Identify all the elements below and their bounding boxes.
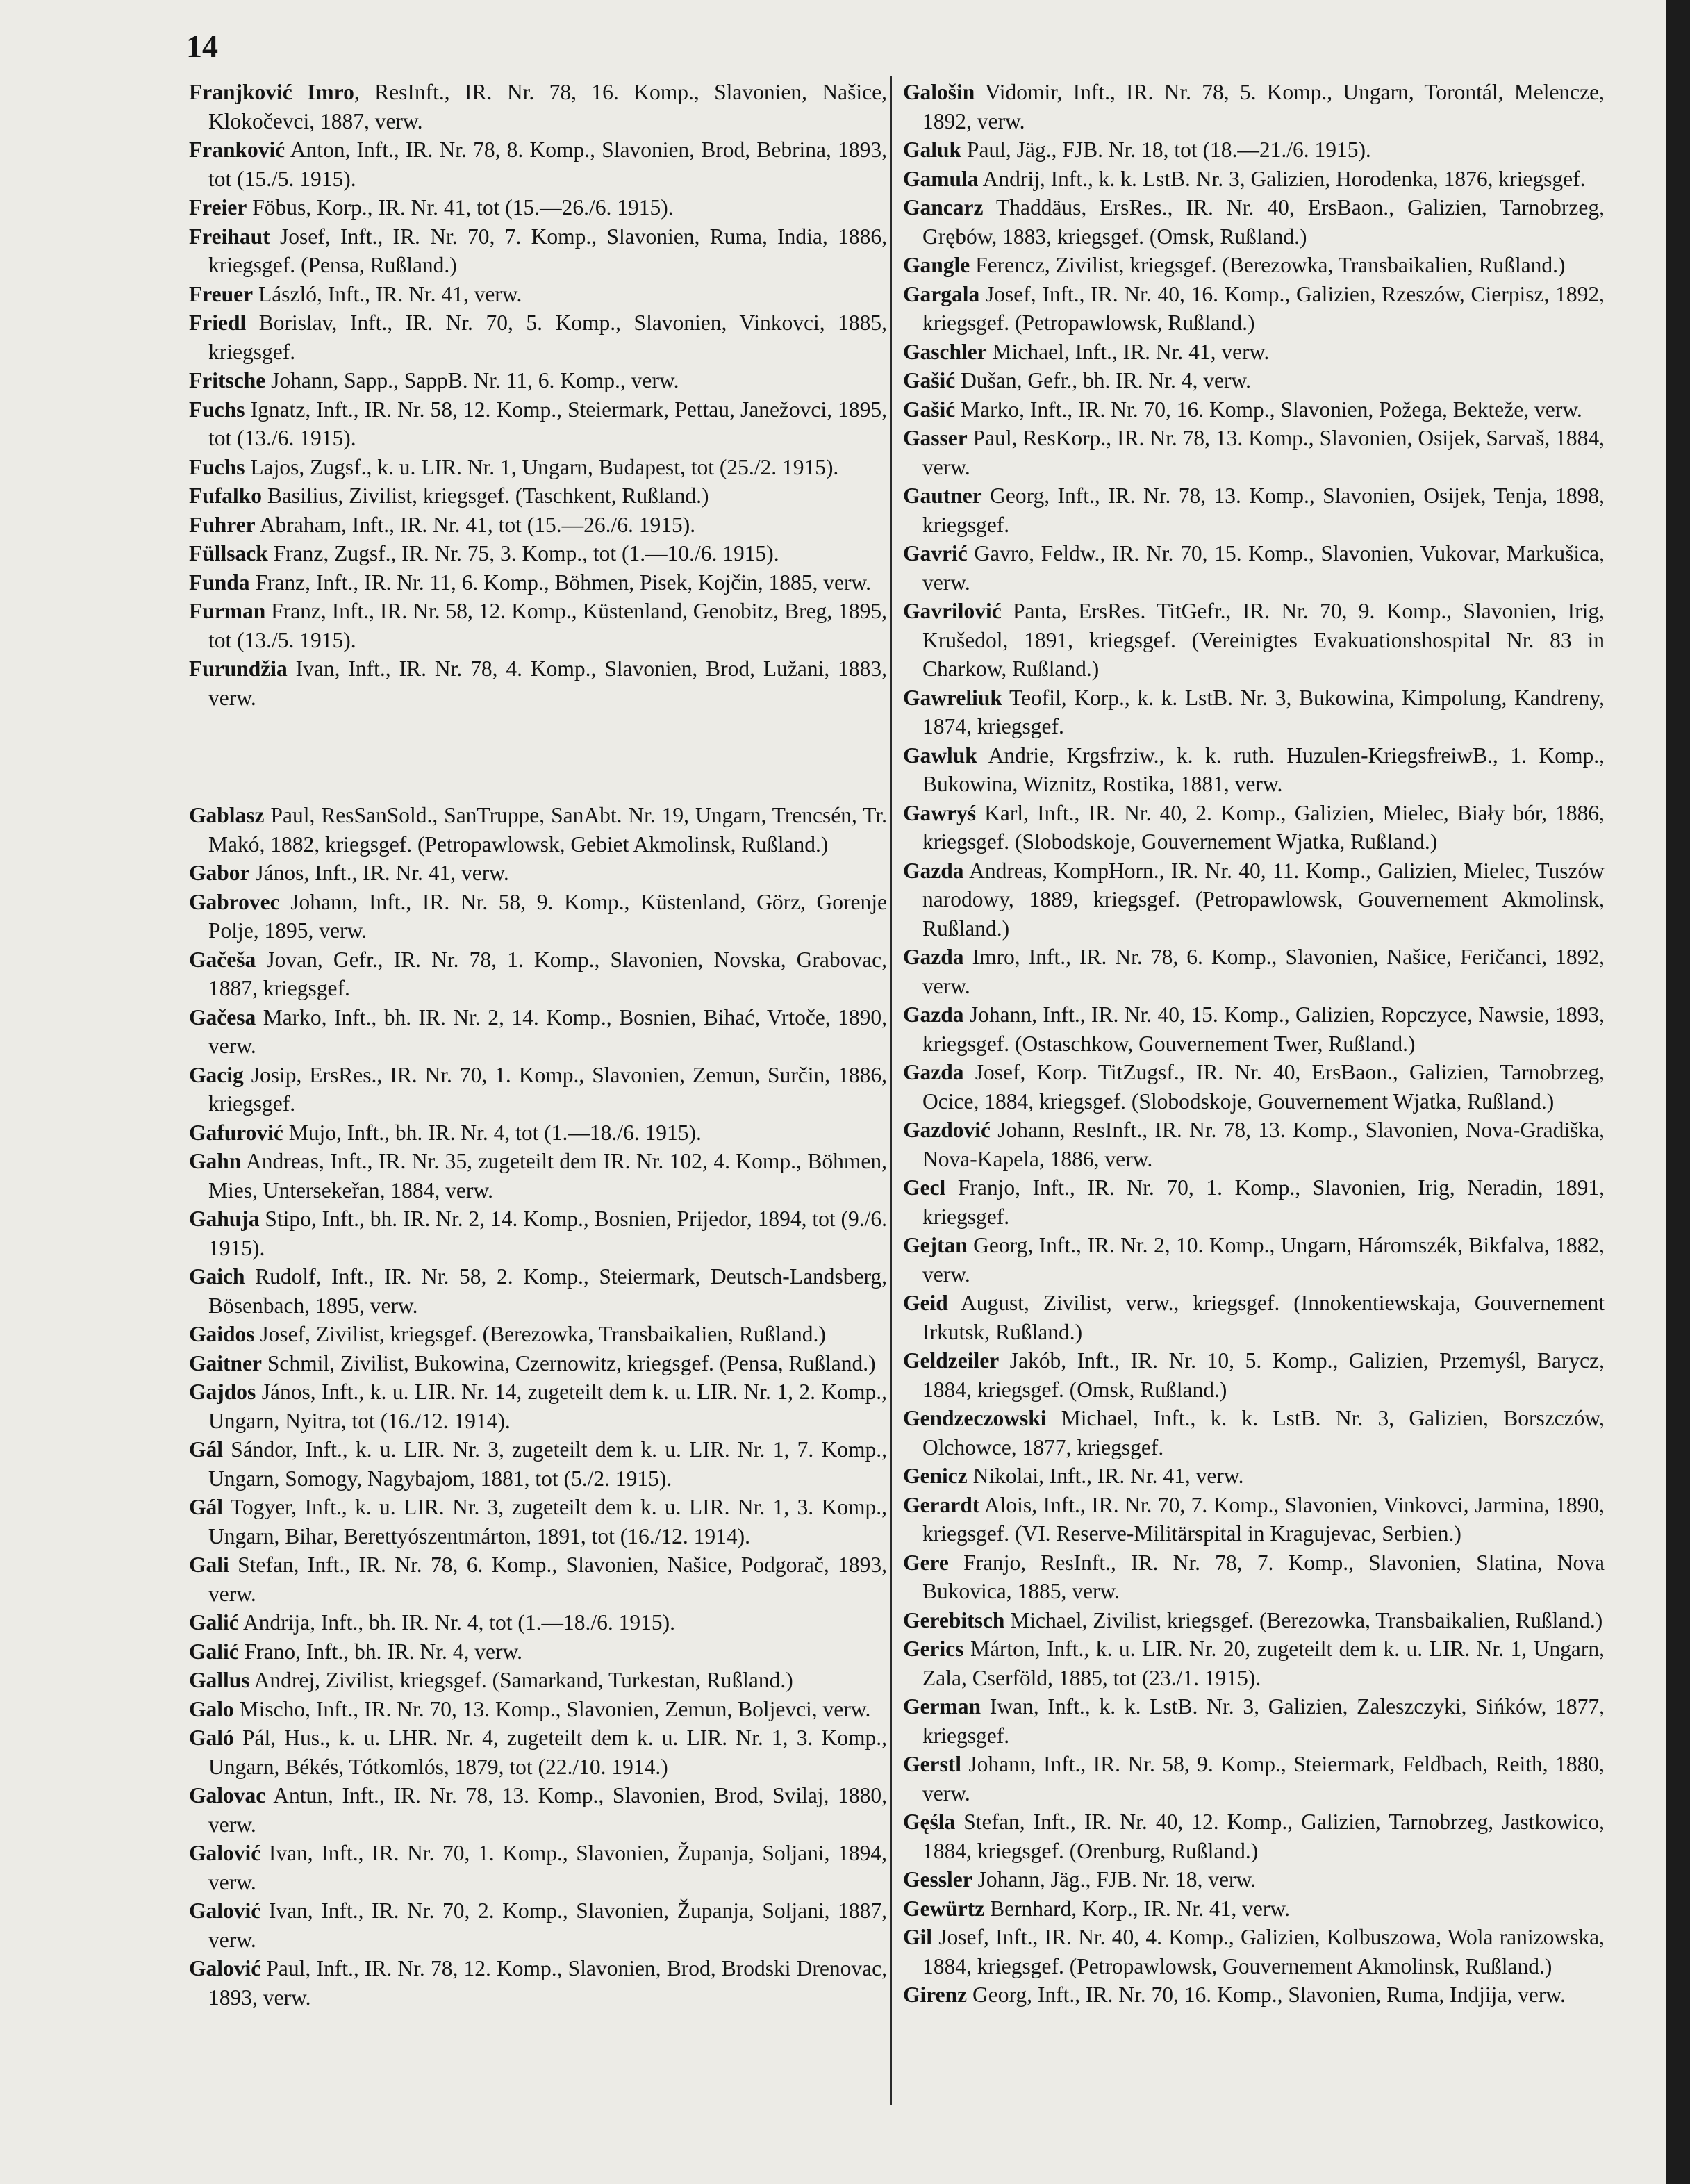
entry-surname: Fuchs [189, 454, 245, 479]
list-entry [903, 799, 1605, 857]
list-entry [903, 135, 1605, 165]
entry-surname: Galo [189, 1696, 234, 1721]
list-entry [189, 1954, 887, 2012]
list-entry [903, 857, 1605, 943]
entry-details: Andreas, Inft., IR. Nr. 35, zugeteilt dem IR. Nr. 102, 4. Komp., Böhmen, Mies, Untersekeřan, 1884, verw. [208, 1149, 887, 1202]
entry-surname: Gali [189, 1553, 229, 1577]
list-entry [903, 1606, 1605, 1635]
entry-surname: Gere [903, 1550, 949, 1575]
entry-details: Marko, Inft., bh. IR. Nr. 2, 14. Komp., Bosnien, Bihać, Vrtoče, 1890, verw. [208, 1004, 887, 1058]
entry-details: Stefan, Inft., IR. Nr. 40, 12. Komp., Galizien, Tarnobrzeg, Jastkowico, 1884, kriegsgef. (Orenburg, Rußland.) [922, 1810, 1605, 1863]
list-entry [189, 1781, 887, 1839]
letter-group-gap [189, 712, 887, 801]
entry-details: Frano, Inft., bh. IR. Nr. 4, verw. [238, 1639, 523, 1664]
entry-details: Jakób, Inft., IR. Nr. 10, 5. Komp., Galizien, Przemyśl, Barycz, 1884, kriegsgef. (Omsk, Rußland.) [922, 1348, 1605, 1402]
list-entry [903, 1000, 1605, 1058]
entry-surname: Freihaut [189, 224, 270, 249]
entry-details: Johann, ResInft., IR. Nr. 78, 13. Komp., Slavonien, Nova-Gradiška, Nova-Kapela, 1886, verw. [922, 1118, 1605, 1171]
entry-surname: Gancarz [903, 195, 984, 220]
entry-details: Johann, Inft., IR. Nr. 40, 15. Komp., Galizien, Ropczyce, Nawsie, 1893, kriegsgef. (Ostaschkow, Gouvernement Twer, Rußland.) [922, 1002, 1605, 1056]
entry-details: Borislav, Inft., IR. Nr. 70, 5. Komp., Slavonien, Vinkovci, 1885, kriegsgef. [208, 311, 887, 364]
entry-surname: Geid [903, 1291, 948, 1315]
entry-details: Josef, Inft., IR. Nr. 40, 4. Komp., Galizien, Kolbuszowa, Wola ranizowska, 1884, kriegsgef. (Petropawlowsk, Gouvernement Akmolinsk, Rußland.) [922, 1925, 1605, 1978]
list-entry [189, 366, 887, 395]
entry-details: János, Inft., IR. Nr. 41, verw. [249, 861, 509, 885]
entry-surname: Gaitner [189, 1350, 262, 1375]
entry-details: Schmil, Zivilist, Bukowina, Czernowitz, kriegsgef. (Pensa, Rußland.) [261, 1350, 876, 1375]
list-entry [903, 1289, 1605, 1346]
entry-details: Andrej, Zivilist, kriegsgef. (Samarkand, Turkestan, Rußland.) [249, 1668, 793, 1692]
list-entry [903, 280, 1605, 338]
entry-surname: Gašić [903, 397, 956, 422]
entry-details: Jovan, Gefr., IR. Nr. 78, 1. Komp., Slavonien, Novska, Grabovac, 1887, kriegsgef. [208, 947, 887, 1000]
list-entry [189, 1608, 887, 1637]
list-entry [189, 280, 887, 309]
list-entry [189, 945, 887, 1003]
entry-details: Franz, Inft., IR. Nr. 58, 12. Komp., Küstenland, Genobitz, Breg, 1895, tot (13./5. 1915). [208, 599, 887, 652]
entry-surname: Gabrovec [189, 889, 280, 914]
list-entry [189, 1118, 887, 1148]
entry-surname: Gecl [903, 1175, 946, 1200]
entry-details: Ivan, Inft., IR. Nr. 70, 2. Komp., Slavonien, Županja, Soljani, 1887, verw. [208, 1898, 887, 1952]
list-entry [903, 539, 1605, 597]
list-entry [903, 1231, 1605, 1289]
list-entry [189, 222, 887, 280]
list-entry [189, 1378, 887, 1435]
entry-surname: Gablasz [189, 803, 265, 827]
entry-details: Vidomir, Inft., IR. Nr. 78, 5. Komp., Ungarn, Torontál, Melencze, 1892, verw. [922, 80, 1605, 133]
entry-surname: Gašić [903, 368, 956, 392]
list-entry [189, 568, 887, 597]
entry-details: Franjo, ResInft., IR. Nr. 78, 7. Komp., Slavonien, Slatina, Nova Bukovica, 1885, verw. [922, 1550, 1605, 1603]
entry-surname: Gazda [903, 945, 964, 969]
entry-surname: Gessler [903, 1867, 972, 1892]
list-entry [903, 1462, 1605, 1491]
list-entry [189, 1666, 887, 1695]
entry-details: Mischo, Inft., IR. Nr. 70, 13. Komp., Slavonien, Zemun, Boljevci, verw. [233, 1696, 871, 1721]
list-entry [903, 597, 1605, 684]
entry-surname: Friedl [189, 311, 247, 335]
entry-details: Johann, Inft., IR. Nr. 58, 9. Komp., Küstenland, Görz, Gorenje Polje, 1895, verw. [208, 889, 887, 943]
entry-details: Franz, Zugsf., IR. Nr. 75, 3. Komp., tot (1.—10./6. 1915). [267, 541, 779, 565]
entry-surname: Gangle [903, 253, 970, 277]
entry-details: Michael, Inft., k. k. LstB. Nr. 3, Galizien, Borszczów, Olchowce, 1877, kriegsgef. [922, 1406, 1605, 1459]
entry-surname: Gil [903, 1925, 933, 1949]
list-entry [903, 1173, 1605, 1231]
list-entry [903, 1548, 1605, 1606]
list-entry [189, 859, 887, 888]
entry-details: Togyer, Inft., k. u. LIR. Nr. 3, zugeteilt dem k. u. LIR. Nr. 1, 3. Komp., Ungarn, Bihar, Berettyószentmárton, 1891, tot (16./12. 1914). [208, 1495, 887, 1548]
entry-details: Dušan, Gefr., bh. IR. Nr. 4, verw. [955, 368, 1252, 392]
entry-surname: Gaidos [189, 1322, 255, 1346]
entry-surname: Freier [189, 195, 247, 220]
entry-surname: Gacig [189, 1062, 244, 1087]
entry-surname: Fuhrer [189, 512, 256, 537]
entry-surname: Gendzeczowski [903, 1406, 1047, 1430]
entry-surname: Gál [189, 1437, 224, 1462]
list-entry [903, 1923, 1605, 1980]
entry-details: Abraham, Inft., IR. Nr. 41, tot (15.—26./6. 1915). [255, 512, 696, 537]
entry-details: Andrij, Inft., k. k. LstB. Nr. 3, Galizien, Horodenka, 1876, kriegsgef. [978, 166, 1586, 191]
entry-details: August, Zivilist, verw., kriegsgef. (Innokentiewskaja, Gouvernement Irkutsk, Rußland.) [922, 1291, 1605, 1344]
list-entry [903, 1404, 1605, 1462]
entry-surname: Gawreliuk [903, 685, 1002, 710]
entry-surname: Furundžia [189, 656, 288, 681]
entry-surname: Gačeša [189, 947, 256, 972]
list-entry [189, 1723, 887, 1781]
list-entry [189, 801, 887, 859]
list-entry [903, 684, 1605, 741]
entry-details: Paul, ResKorp., IR. Nr. 78, 13. Komp., Slavonien, Osijek, Sarvaš, 1884, verw. [922, 426, 1605, 479]
list-entry [903, 1894, 1605, 1924]
entry-details: Andreas, KompHorn., IR. Nr. 40, 11. Komp., Galizien, Mielec, Tuszów narodowy, 1889, kriegsgef. (Petropawlowsk, Gouvernement Akmolinsk, Rußland.) [922, 858, 1605, 941]
list-entry [903, 1058, 1605, 1116]
entry-surname: Gavrić [903, 541, 968, 565]
entry-surname: Galošin [903, 80, 975, 104]
entry-details: Lajos, Zugsf., k. u. LIR. Nr. 1, Ungarn, Budapest, tot (25./2. 1915). [245, 454, 839, 479]
entry-details: Thaddäus, ErsRes., IR. Nr. 40, ErsBaon., Galizien, Tarnobrzeg, Grębów, 1883, kriegsgef. (Omsk, Rußland.) [922, 195, 1605, 249]
entry-surname: Gavrilović [903, 599, 1002, 623]
list-entry [189, 511, 887, 540]
list-entry [189, 135, 887, 193]
entry-details: Marko, Inft., IR. Nr. 70, 16. Komp., Slavonien, Požega, Bekteže, verw. [955, 397, 1582, 422]
entry-surname: Galić [189, 1639, 239, 1664]
scan-edge [1666, 0, 1690, 2184]
entry-surname: Franković [189, 138, 285, 162]
entry-details: Michael, Zivilist, kriegsgef. (Berezowka, Transbaikalien, Rußland.) [1004, 1607, 1603, 1632]
entry-details: Michael, Inft., IR. Nr. 41, verw. [986, 339, 1270, 364]
entry-surname: Geldzeiler [903, 1348, 1000, 1373]
entry-details: Josef, Korp. TitZugsf., IR. Nr. 40, ErsBaon., Galizien, Tarnobrzeg, Ocice, 1884, kriegsgef. (Slobodskoje, Gouvernement Wjatka, Rußland.) [922, 1060, 1605, 1114]
entry-details: Georg, Inft., IR. Nr. 78, 13. Komp., Slavonien, Osijek, Tenja, 1898, kriegsgef. [922, 483, 1605, 537]
entry-surname: Gafurović [189, 1120, 283, 1145]
entry-surname: Gawryś [903, 800, 976, 825]
entry-surname: Girenz [903, 1983, 968, 2007]
list-entry [903, 338, 1605, 367]
entry-details: Ignatz, Inft., IR. Nr. 58, 12. Komp., Steiermark, Pettau, Janežovci, 1895, tot (13./6. 1915). [208, 397, 887, 450]
entry-surname: Galó [189, 1726, 234, 1750]
entry-surname: Galović [189, 1898, 261, 1923]
entry-details: Anton, Inft., IR. Nr. 78, 8. Komp., Slavonien, Brod, Bebrina, 1893, tot (15./5. 1915). [208, 138, 887, 191]
list-entry [903, 165, 1605, 194]
entry-details: Johann, Jäg., FJB. Nr. 18, verw. [972, 1867, 1257, 1892]
list-entry [189, 654, 887, 712]
entry-details: Stefan, Inft., IR. Nr. 78, 6. Komp., Slavonien, Našice, Podgorač, 1893, verw. [208, 1553, 887, 1606]
entry-details: Basilius, Zivilist, kriegsgef. (Taschkent, Rußland.) [262, 483, 709, 508]
entry-surname: Gerstl [903, 1752, 961, 1776]
entry-surname: Gaschler [903, 339, 987, 364]
list-entry [189, 597, 887, 654]
entry-surname: Gamula [903, 166, 979, 191]
entry-details: Gavro, Feldw., IR. Nr. 70, 15. Komp., Slavonien, Vukovar, Markušica, verw. [922, 541, 1605, 595]
entry-surname: Gargala [903, 281, 980, 306]
entry-details: Alois, Inft., IR. Nr. 70, 7. Komp., Slavonien, Vinkovci, Jarmina, 1890, kriegsgef. (VI. Reserve-Militärspital in Kragujevac, Serbien.) [922, 1492, 1605, 1546]
entry-details: Franjo, Inft., IR. Nr. 70, 1. Komp., Slavonien, Irig, Neradin, 1891, kriegsgef. [922, 1175, 1605, 1229]
entry-surname: Gazda [903, 1002, 964, 1027]
entry-surname: Funda [189, 570, 250, 595]
list-entry [189, 1003, 887, 1061]
entry-details: Georg, Inft., IR. Nr. 70, 16. Komp., Slavonien, Ruma, Indjija, verw. [967, 1983, 1566, 2007]
right-column [903, 78, 1605, 2010]
entry-surname: Gazda [903, 858, 964, 883]
list-entry [189, 481, 887, 511]
list-entry [189, 888, 887, 945]
entry-details: Sándor, Inft., k. u. LIR. Nr. 3, zugeteilt dem k. u. LIR. Nr. 1, 7. Komp., Ungarn, Somogy, Nagybajom, 1881, tot (5./2. 1915). [208, 1437, 887, 1491]
entry-details: Josef, Inft., IR. Nr. 70, 7. Komp., Slavonien, Ruma, India, 1886, kriegsgef. (Pensa, Rußland.) [208, 224, 887, 277]
list-entry [903, 1865, 1605, 1894]
entry-details: Rudolf, Inft., IR. Nr. 58, 2. Komp., Steiermark, Deutsch-Landsberg, Bösenbach, 1895, verw. [208, 1264, 887, 1318]
list-entry [189, 1550, 887, 1608]
entry-details: Stipo, Inft., bh. IR. Nr. 2, 14. Komp., Bosnien, Prijedor, 1894, tot (9./6. 1915). [208, 1207, 888, 1260]
list-entry [903, 1491, 1605, 1548]
entry-surname: German [903, 1694, 981, 1719]
entry-surname: Gejtan [903, 1233, 968, 1257]
entry-surname: Gahuja [189, 1207, 260, 1231]
entry-details: Bernhard, Korp., IR. Nr. 41, verw. [984, 1896, 1290, 1921]
entry-surname: Gazdović [903, 1118, 991, 1142]
entry-surname: Gęśla [903, 1810, 956, 1834]
list-entry [189, 1205, 887, 1262]
list-entry [903, 395, 1605, 424]
list-entry [903, 1116, 1605, 1173]
entry-details: Andrija, Inft., bh. IR. Nr. 4, tot (1.—18./6. 1915). [238, 1610, 675, 1635]
entry-details: Imro, Inft., IR. Nr. 78, 6. Komp., Slavonien, Našice, Feričanci, 1892, verw. [922, 945, 1605, 998]
entry-details: Ivan, Inft., IR. Nr. 78, 4. Komp., Slavonien, Brod, Lužani, 1883, verw. [208, 656, 887, 710]
entry-details: Johann, Sapp., SappB. Nr. 11, 6. Komp., verw. [265, 368, 679, 392]
list-entry [189, 1435, 887, 1493]
page-number: 14 [186, 28, 218, 64]
entry-details: Teofil, Korp., k. k. LstB. Nr. 3, Bukowina, Kimpolung, Kandreny, 1874, kriegsgef. [922, 685, 1605, 738]
entry-details: Johann, Inft., IR. Nr. 58, 9. Komp., Steiermark, Feldbach, Reith, 1880, verw. [922, 1752, 1605, 1805]
entry-surname: Gallus [189, 1668, 250, 1692]
entry-surname: Gasser [903, 426, 968, 450]
entry-details: János, Inft., k. u. LIR. Nr. 14, zugeteilt dem k. u. LIR. Nr. 1, 2. Komp., Ungarn, Nyitra, tot (16./12. 1914). [208, 1380, 887, 1433]
entry-details: Ferencz, Zivilist, kriegsgef. (Berezowka, Transbaikalien, Rußland.) [970, 253, 1566, 277]
entry-surname: Gerics [903, 1637, 964, 1661]
entry-surname: Furman [189, 599, 266, 623]
list-entry [189, 1896, 887, 1954]
list-entry [903, 1692, 1605, 1750]
list-entry [189, 1147, 887, 1205]
entry-surname: Gál [189, 1495, 224, 1519]
entry-details: Josip, ErsRes., IR. Nr. 70, 1. Komp., Slavonien, Zemun, Surčin, 1886, kriegsgef. [208, 1062, 887, 1116]
entry-surname: Gazda [903, 1060, 964, 1084]
list-entry [189, 1061, 887, 1118]
entry-surname: Fuchs [189, 397, 245, 422]
list-entry [189, 1695, 887, 1724]
entry-surname: Gawluk [903, 743, 977, 768]
list-entry [903, 78, 1605, 135]
entry-details: Pál, Hus., k. u. LHR. Nr. 4, zugeteilt dem k. u. LIR. Nr. 1, 3. Komp., Ungarn, Békés, Tótkomlós, 1879, tot (22./10. 1914.) [208, 1726, 887, 1779]
list-entry [903, 1346, 1605, 1404]
entry-surname: Galović [189, 1841, 261, 1865]
entry-details: Paul, Jäg., FJB. Nr. 18, tot (18.—21./6. 1915). [961, 138, 1371, 162]
entry-details: Föbus, Korp., IR. Nr. 41, tot (15.—26./6. 1915). [247, 195, 674, 220]
list-entry [903, 1750, 1605, 1807]
entry-surname: Galovac [189, 1783, 266, 1807]
entry-surname: Galović [189, 1956, 261, 1980]
entry-details: Nikolai, Inft., IR. Nr. 41, verw. [967, 1464, 1244, 1488]
entry-details: Georg, Inft., IR. Nr. 2, 10. Komp., Ungarn, Háromszék, Bikfalva, 1882, verw. [922, 1233, 1605, 1287]
list-entry [903, 741, 1605, 799]
entry-details: Mujo, Inft., bh. IR. Nr. 4, tot (1.—18./6. 1915). [283, 1120, 702, 1145]
entry-surname: Fufalko [189, 483, 263, 508]
entry-surname: Gautner [903, 483, 982, 508]
entry-surname: Galuk [903, 138, 962, 162]
column-divider [890, 76, 892, 2105]
list-entry [189, 1493, 887, 1550]
entry-details: Josef, Zivilist, kriegsgef. (Berezowka, Transbaikalien, Rußland.) [254, 1322, 826, 1346]
entry-details: Ivan, Inft., IR. Nr. 70, 1. Komp., Slavonien, Županja, Soljani, 1894, verw. [208, 1841, 887, 1894]
entry-details: , ResInft., IR. Nr. 78, 16. Komp., Slavonien, Našice, Klokočevci, 1887, verw. [208, 80, 887, 133]
list-entry [903, 424, 1605, 481]
entry-details: Josef, Inft., IR. Nr. 40, 16. Komp., Galizien, Rzeszów, Cierpisz, 1892, kriegsgef. (Petropawlowsk, Rußland.) [922, 281, 1605, 335]
entry-surname: Fritsche [189, 368, 266, 392]
list-entry [903, 1807, 1605, 1865]
list-entry [189, 1320, 887, 1349]
entry-surname: Gewürtz [903, 1896, 985, 1921]
list-entry [903, 943, 1605, 1000]
list-entry [189, 453, 887, 482]
list-entry [903, 1635, 1605, 1692]
list-entry [903, 251, 1605, 280]
entry-surname: Gerebitsch [903, 1607, 1005, 1632]
list-entry [189, 193, 887, 222]
list-entry [189, 308, 887, 366]
entry-surname: Genicz [903, 1464, 968, 1488]
entry-details: Andrie, Krgsfrziw., k. k. ruth. Huzulen-KriegsfreiwB., 1. Komp., Bukowina, Wiznitz, Rostika, 1881, verw. [922, 743, 1605, 796]
entry-details: Paul, ResSanSold., SanTruppe, SanAbt. Nr. 19, Ungarn, Trencsén, Tr. Makó, 1882, kriegsgef. (Petropawlowsk, Gebiet Akmolinsk, Rußland.) [208, 803, 887, 857]
list-entry [903, 1980, 1605, 2010]
entry-details: László, Inft., IR. Nr. 41, verw. [253, 281, 522, 306]
entry-surname: Franjković Imro [189, 80, 354, 104]
entry-details: Antun, Inft., IR. Nr. 78, 13. Komp., Slavonien, Brod, Svilaj, 1880, verw. [208, 1783, 887, 1837]
list-entry [189, 539, 887, 568]
entry-surname: Füllsack [189, 541, 268, 565]
list-entry [189, 1262, 887, 1320]
list-entry [903, 366, 1605, 395]
entry-surname: Gajdos [189, 1380, 256, 1404]
list-entry [189, 78, 887, 135]
list-entry [189, 395, 887, 453]
entry-surname: Gaich [189, 1264, 245, 1289]
entry-details: Márton, Inft., k. u. LIR. Nr. 20, zugeteilt dem k. u. LIR. Nr. 1, Ungarn, Zala, Cserföld, 1885, tot (23./1. 1915). [922, 1637, 1605, 1690]
list-entry [189, 1637, 887, 1666]
list-entry [903, 481, 1605, 539]
left-column [189, 78, 887, 2012]
entry-details: Franz, Inft., IR. Nr. 11, 6. Komp., Böhmen, Pisek, Kojčin, 1885, verw. [249, 570, 872, 595]
list-entry [189, 1349, 887, 1378]
list-entry [903, 193, 1605, 251]
entry-details: Karl, Inft., IR. Nr. 40, 2. Komp., Galizien, Mielec, Biały bór, 1886, kriegsgef. (Slobodskoje, Gouvernement Wjatka, Rußland.) [922, 800, 1605, 854]
entry-details: Panta, ErsRes. TitGefr., IR. Nr. 70, 9. Komp., Slavonien, Irig, Krušedol, 1891, kriegsgef. (Vereinigtes Evakuationshospital Nr. 83 in Charkow, Rußland.) [922, 599, 1605, 681]
entry-surname: Galić [189, 1610, 239, 1635]
entry-details: Paul, Inft., IR. Nr. 78, 12. Komp., Slavonien, Brod, Brodski Drenovac, 1893, verw. [208, 1956, 887, 2010]
entry-surname: Gerardt [903, 1492, 980, 1517]
list-entry [189, 1839, 887, 1896]
entry-details: Iwan, Inft., k. k. LstB. Nr. 3, Galizien, Zaleszczyki, Sińków, 1877, kriegsgef. [922, 1694, 1605, 1748]
entry-surname: Freuer [189, 281, 254, 306]
entry-surname: Gabor [189, 861, 250, 885]
entry-surname: Gahn [189, 1149, 242, 1173]
entry-surname: Gačesa [189, 1004, 256, 1029]
